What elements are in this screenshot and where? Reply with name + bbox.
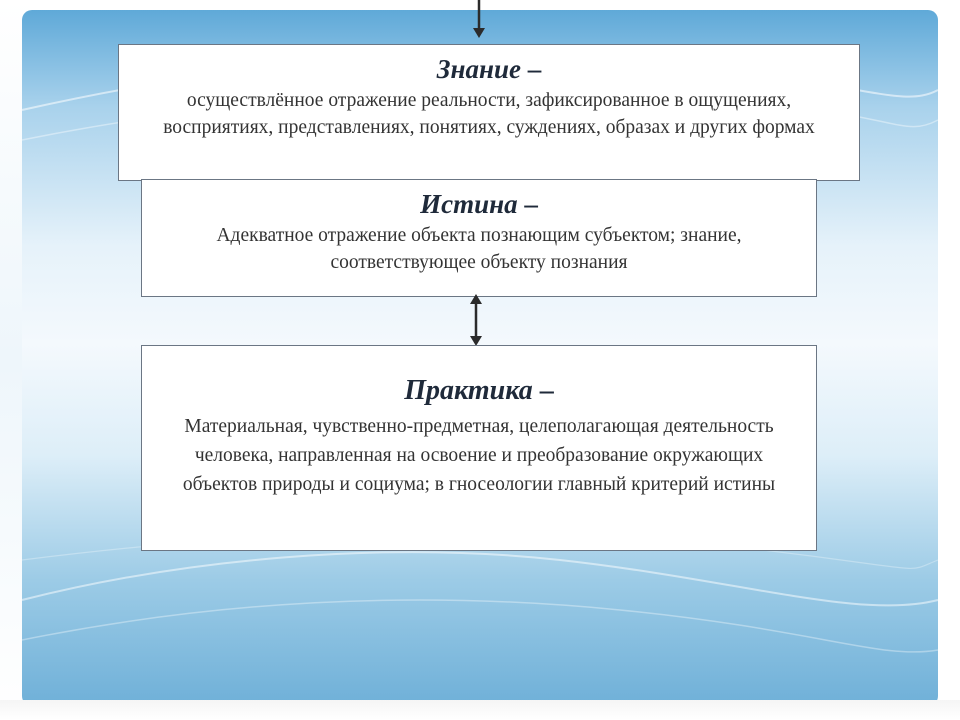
- istina-title: Истина: [420, 189, 518, 219]
- praktika-dash: –: [532, 375, 554, 406]
- znanie-title-line: [119, 53, 859, 85]
- double-arrow: [466, 293, 486, 347]
- znanie-title: Знание: [436, 54, 521, 84]
- znanie-definition: осуществлённое отражение реальности, зафиксированное в ощущениях, восприятиях, представлениях, понятиях, суждениях, образах и других формах: [163, 90, 815, 138]
- praktika-definition: Материальная, чувственно-предметная, целеполагающая деятельность человека, направленная на освоение и преобразование окружающих объектов природы и социума; в гносеологии главный критерий истины: [182, 416, 776, 495]
- istina-dash: –: [517, 189, 538, 219]
- znanie-box: [118, 44, 860, 181]
- praktika-box: [141, 345, 817, 551]
- bottom-strip: [0, 700, 960, 720]
- praktika-title: Практика: [404, 375, 533, 406]
- istina-title-line: [142, 188, 816, 220]
- praktika-title-line: [142, 374, 816, 408]
- top-arrow: [469, 0, 489, 42]
- istina-box: [141, 179, 817, 297]
- znanie-dash: –: [520, 54, 542, 84]
- istina-definition: Адекватное отражение объекта познающим субъектом; знание, соответствующее объекту познания: [216, 225, 742, 273]
